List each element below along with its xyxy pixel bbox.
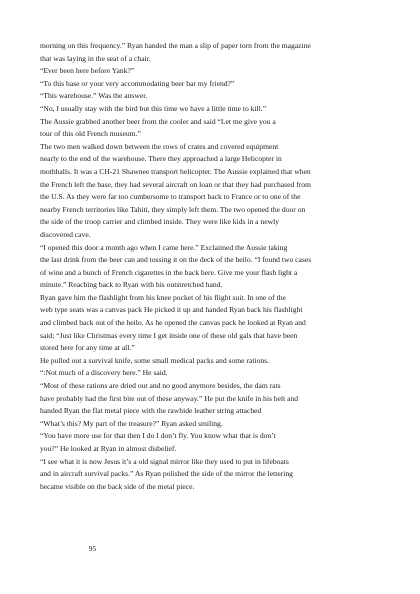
text-line: “Most of these rations are dried out and no good anymore besides, the dam rats (40, 381, 281, 391)
text-line: said; “Just like Christmas every time I get inside one of these old gals that have been (40, 330, 298, 340)
text-line: “You have more use for that then I do I don’t fly. You know what that is don’t (40, 431, 276, 441)
text-line: minute.” Reaching back to Ryan with his outstretched hand. (40, 280, 223, 290)
text-line: became visible on the back side of the metal piece. (40, 481, 195, 491)
text-line: The two men walked down between the rows of crates and covered equipment (40, 141, 279, 151)
text-line: the French left the base, they had several aircraft on loan or that they had purchased from (40, 179, 311, 189)
text-line: the side of the troop carrier and climbed inside. They were like kids in a newly (40, 217, 279, 227)
text-line: “I see what it is now Jesus it’s a old signal mirror like they used to put in lifeboats (40, 456, 289, 466)
text-line: the U.S. As they were far too cumbersome to transport back to France or to one of the (40, 192, 301, 202)
text-line: and in aircraft survival packs.” As Ryan polished the side of the mirror the lettering (40, 469, 293, 479)
text-line: nearby French territories like Tahiti, they simply left them. The two opened the door on (40, 204, 306, 214)
text-line: “:Not much of a discovery here.” He said. (40, 368, 168, 378)
text-line: you?” He looked at Ryan in almost disbelief. (40, 444, 177, 453)
text-line: Ryan gave him the flashlight from his knee pocket of his flight suit. In one of the (40, 292, 286, 302)
text-line: stored here for any time at all.” (40, 343, 135, 353)
text-line: nearly to the end of the warehouse. There they approached a large Helicopter in (40, 154, 282, 164)
text-line: the last drink from the beer can and tossing it on the deck of the heilo. “I found two cases (40, 255, 312, 265)
text-line: that was laying in the seat of a chair. (40, 53, 151, 63)
text-line: morning on this frequency.” Ryan handed the man a slip of paper torn from the magazine (40, 41, 311, 50)
text-line: “Ever been here before Yank?” (40, 66, 135, 76)
body-text (40, 40, 380, 493)
text-line: tour of this old French museum.” (40, 129, 141, 139)
page-number: 95 (88, 544, 97, 553)
text-line: mothballs. It was a CH-21 Shawnee transport helicopter. The Aussie explained that when (40, 166, 311, 176)
text-line: discovered cave. (40, 229, 91, 239)
text-line: of wine and a bunch of French cigarettes in the back here. Give me your flash light a (40, 267, 298, 277)
text-line: “To this base or your very accommodating beer bar my friend?” (40, 78, 235, 88)
text-line: “This warehouse.” Was the answer. (40, 91, 148, 101)
text-line: The Aussie grabbed another beer from the cooler and said “Let me give you a (40, 116, 276, 126)
text-line: He pulled out a survival knife, some small medical packs and some rations. (40, 355, 270, 365)
text-line: and climbed back out of the heilo. As he opened the canvas pack he looked at Ryan and (40, 318, 306, 328)
text-line: “I opened this door a month ago when I came here.” Exclaimed the Aussie taking (40, 242, 288, 252)
text-line: “What’s this? My part of the treasure?” Ryan asked smiling. (40, 418, 223, 428)
text-line: web type seats was a canvas pack He picked it up and handed Ryan back his flashlight (40, 305, 303, 315)
text-line: have probably had the first bite out of these anyway.” He put the knife in his belt and (40, 393, 299, 403)
text-line: “No, I usually stay with the bird but this time we have a little time to kill.” (40, 103, 267, 113)
text-line: handed Ryan the flat metal piece with the rawhide leather string attached (40, 406, 262, 416)
